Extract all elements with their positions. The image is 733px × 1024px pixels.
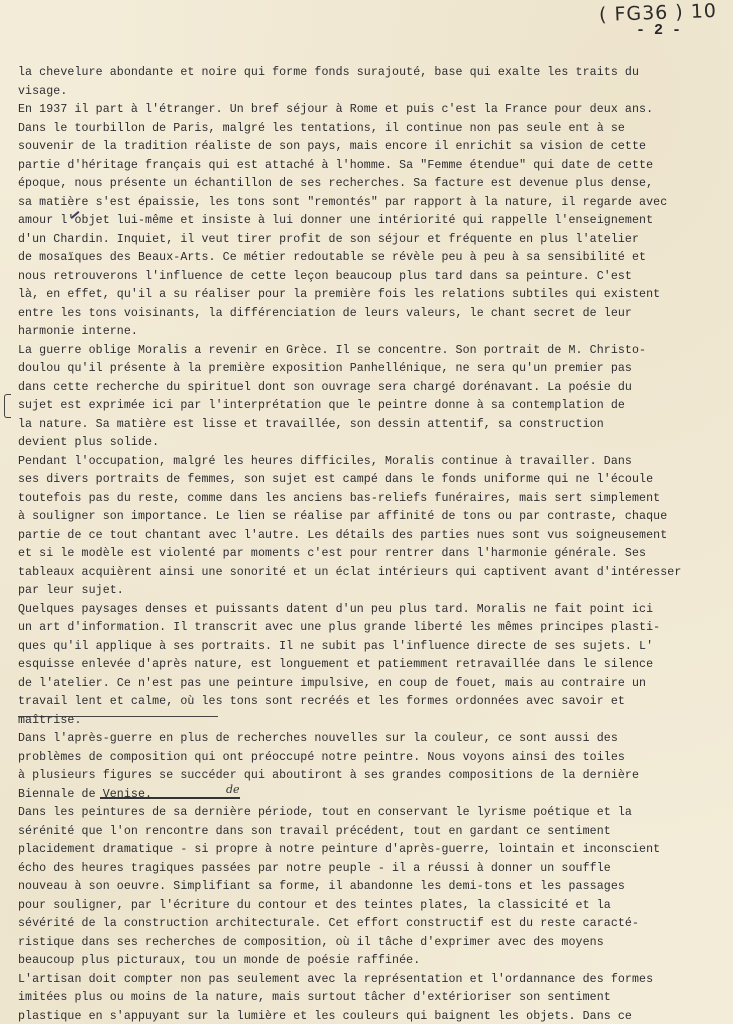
text-line: doulou qu'il présente à la première exposition Panhellénique, ne sera qu'un premier pas bbox=[18, 362, 632, 375]
text-line: ristique dans ses recherches de composition, où il tâche d'exprimer avec des moyens bbox=[18, 935, 604, 949]
archive-reference: ( FG36 ) 10 bbox=[598, 0, 718, 27]
text-line: En 1937 il part à l'étranger. Un bref séjour à Rome et puis c'est la France pour deux ans. bbox=[18, 103, 654, 116]
text-line: beaucoup plus picturaux, tou un monde de poésie raffinée. bbox=[18, 954, 421, 967]
text-line: Quelques paysages denses et puissants datent d'un peu plus tard. Moralis ne fait point ici bbox=[18, 602, 654, 616]
margin-bracket-mark bbox=[4, 394, 11, 418]
text-line: partie d'héritage français qui est attaché à l'homme. Sa "Femme étendue" qui date de cette bbox=[18, 158, 654, 172]
text-line: La guerre oblige Moralis a revenir en Grèce. Il se concentre. Son portrait de M. Christo- bbox=[18, 343, 647, 357]
text-line: L'artisan doit compter non pas seulement avec la représentation et l'ordannance des formes bbox=[18, 972, 654, 986]
text-line: à plusieurs figures se succéder qui aboutiront à ses grandes compositions de la dernière bbox=[18, 769, 640, 782]
text-line: écho des heures tragiques passées par notre peuple - il a réussi à donner un souffle bbox=[18, 861, 611, 875]
typed-body-text bbox=[18, 64, 720, 1024]
text-line: sujet est exprimée ici par l'interprétation que le peintre donne à sa contemplation de bbox=[18, 399, 625, 412]
text-line: visage. bbox=[18, 84, 68, 98]
handwritten-correction: de bbox=[226, 783, 240, 796]
text-line: travail lent et calme, où les tons sont recréés et les formes ordonnées avec savoir et bbox=[18, 695, 625, 708]
text-line: pour souligner, par l'écriture du contour et des teintes plates, la classicité et la bbox=[18, 898, 611, 912]
text-line: problèmes de composition qui ont préoccupé notre peintre. Nous voyons ainsi des toiles bbox=[18, 750, 625, 764]
text-line: d'un Chardin. Inquiet, il veut tirer profit de son séjour et fréquente en plus l'atelier bbox=[18, 232, 640, 246]
text-line: Dans l'après-guerre en plus de recherches nouvelles sur la couleur, ce sont aussi des bbox=[18, 732, 618, 745]
text-line: devient plus solide. bbox=[18, 436, 160, 449]
text-line: par leur sujet. bbox=[18, 584, 124, 597]
text-line: nouveau à son oeuvre. Simplifiant sa forme, il abandonne les demi-tons et les passages bbox=[18, 880, 625, 893]
text-line: à souligner son importance. Le lien se réalise par affinité de tons ou par contraste, chaque bbox=[18, 510, 668, 523]
text-line: de l'atelier. Ce n'est pas une peinture impulsive, en coup de fouet, mais au contraire un bbox=[18, 676, 647, 690]
text-line: partie de ce tout chantant avec l'autre. Les détails des parties nues sont vus soigneusement bbox=[18, 528, 668, 542]
text-line: toutefois pas du reste, comme dans les anciens bas-reliefs funéraires, mais sert simplement bbox=[18, 491, 661, 505]
text-line: ques qu'il applique à ses portraits. Il ne subit pas l'influence directe de ses sujets. L' bbox=[18, 639, 654, 653]
text-line: imitées plus ou moins de la nature, mais surtout tâcher d'extérioriser son sentiment bbox=[18, 991, 611, 1004]
text-line: souvenir de la tradition réaliste de son pays, mais encore il enrichit sa vision de cette bbox=[18, 140, 647, 153]
text-line: dans cette recherche du spirituel dont son ouvrage sera chargé dorénavant. La poésie du bbox=[18, 380, 632, 394]
text-line: tableaux acquièrent ainsi une sonorité et un éclat intérieurs qui captivent avant d'intéresser bbox=[18, 565, 682, 579]
text-line: placidement dramatique - si propre à notre peinture d'après-guerre, lointain et inconscient bbox=[18, 843, 661, 856]
text-line: la nature. Sa matière est lisse et travaillée, son dessin attentif, sa construction bbox=[18, 417, 604, 431]
text-line: Pendant l'occupation, malgré les heures difficiles, Moralis continue à travailler. Dans bbox=[18, 454, 632, 468]
text-line: entre les tons voisinants, la différenciation de leurs valeurs, le chant secret de leur bbox=[18, 306, 632, 320]
text-line: Dans les peintures de sa dernière période, tout en conservant le lyrisme poétique et la bbox=[18, 806, 632, 819]
text-line: époque, nous présente un échantillon de ses recherches. Sa facture est devenue plus dense, bbox=[18, 177, 654, 190]
text-line: plastique en s'appuyant sur la lumière et les couleurs qui baignent les objets. Dans ce bbox=[18, 1009, 632, 1023]
text-line: amour l'objet lui-même et insiste à lui donner une intériorité qui rappelle l'enseignement bbox=[18, 214, 654, 227]
text-line: esquisse enlevée d'après nature, est longuement et patiemment retravaillée dans le silence bbox=[18, 658, 654, 671]
text-line: nous retrouverons l'influence de cette leçon beaucoup plus tard dans sa peinture. C'est bbox=[18, 269, 632, 283]
page-number: - 2 - bbox=[636, 22, 682, 39]
text-line: la chevelure abondante et noire qui forme fonds surajouté, base qui exalte les traits du bbox=[18, 66, 640, 79]
text-line: harmonie interne. bbox=[18, 325, 138, 338]
text-line: Dans le tourbillon de Paris, malgré les tentations, il continue non pas seule ent à se bbox=[18, 121, 625, 135]
text-line: de mosaïques des Beaux-Arts. Ce métier redoutable se révèle peu à peu à sa sensibilité et bbox=[18, 251, 647, 264]
text-line: et si le modèle est violenté par moments c'est pour rentrer dans l'harmonie générale. Ses bbox=[18, 547, 647, 560]
text-line: là, en effet, qu'il a su réaliser pour la première fois les relations subtiles qui existent bbox=[18, 288, 661, 301]
text-line: Biennale de Venise. bbox=[18, 787, 153, 801]
text-line: un art d'information. Il transcrit avec une plus grande liberté les mêmes principes plasti- bbox=[18, 621, 661, 634]
text-line: sa matière s'est épaissie, les tons sont "remontés" par rapport à la nature, il regarde avec bbox=[18, 195, 668, 209]
text-line: sévérité de la construction architecturale. Cet effort constructif est du reste caracté- bbox=[18, 917, 640, 930]
text-line: maîtrise. bbox=[18, 713, 82, 727]
text-line: sérénité que l'on rencontre dans son travail précédent, tout en gardant ce sentiment bbox=[18, 824, 611, 838]
text-line: ses divers portraits de femmes, son sujet est campé dans le fonds uniforme qui ne l'écoule bbox=[18, 473, 654, 486]
